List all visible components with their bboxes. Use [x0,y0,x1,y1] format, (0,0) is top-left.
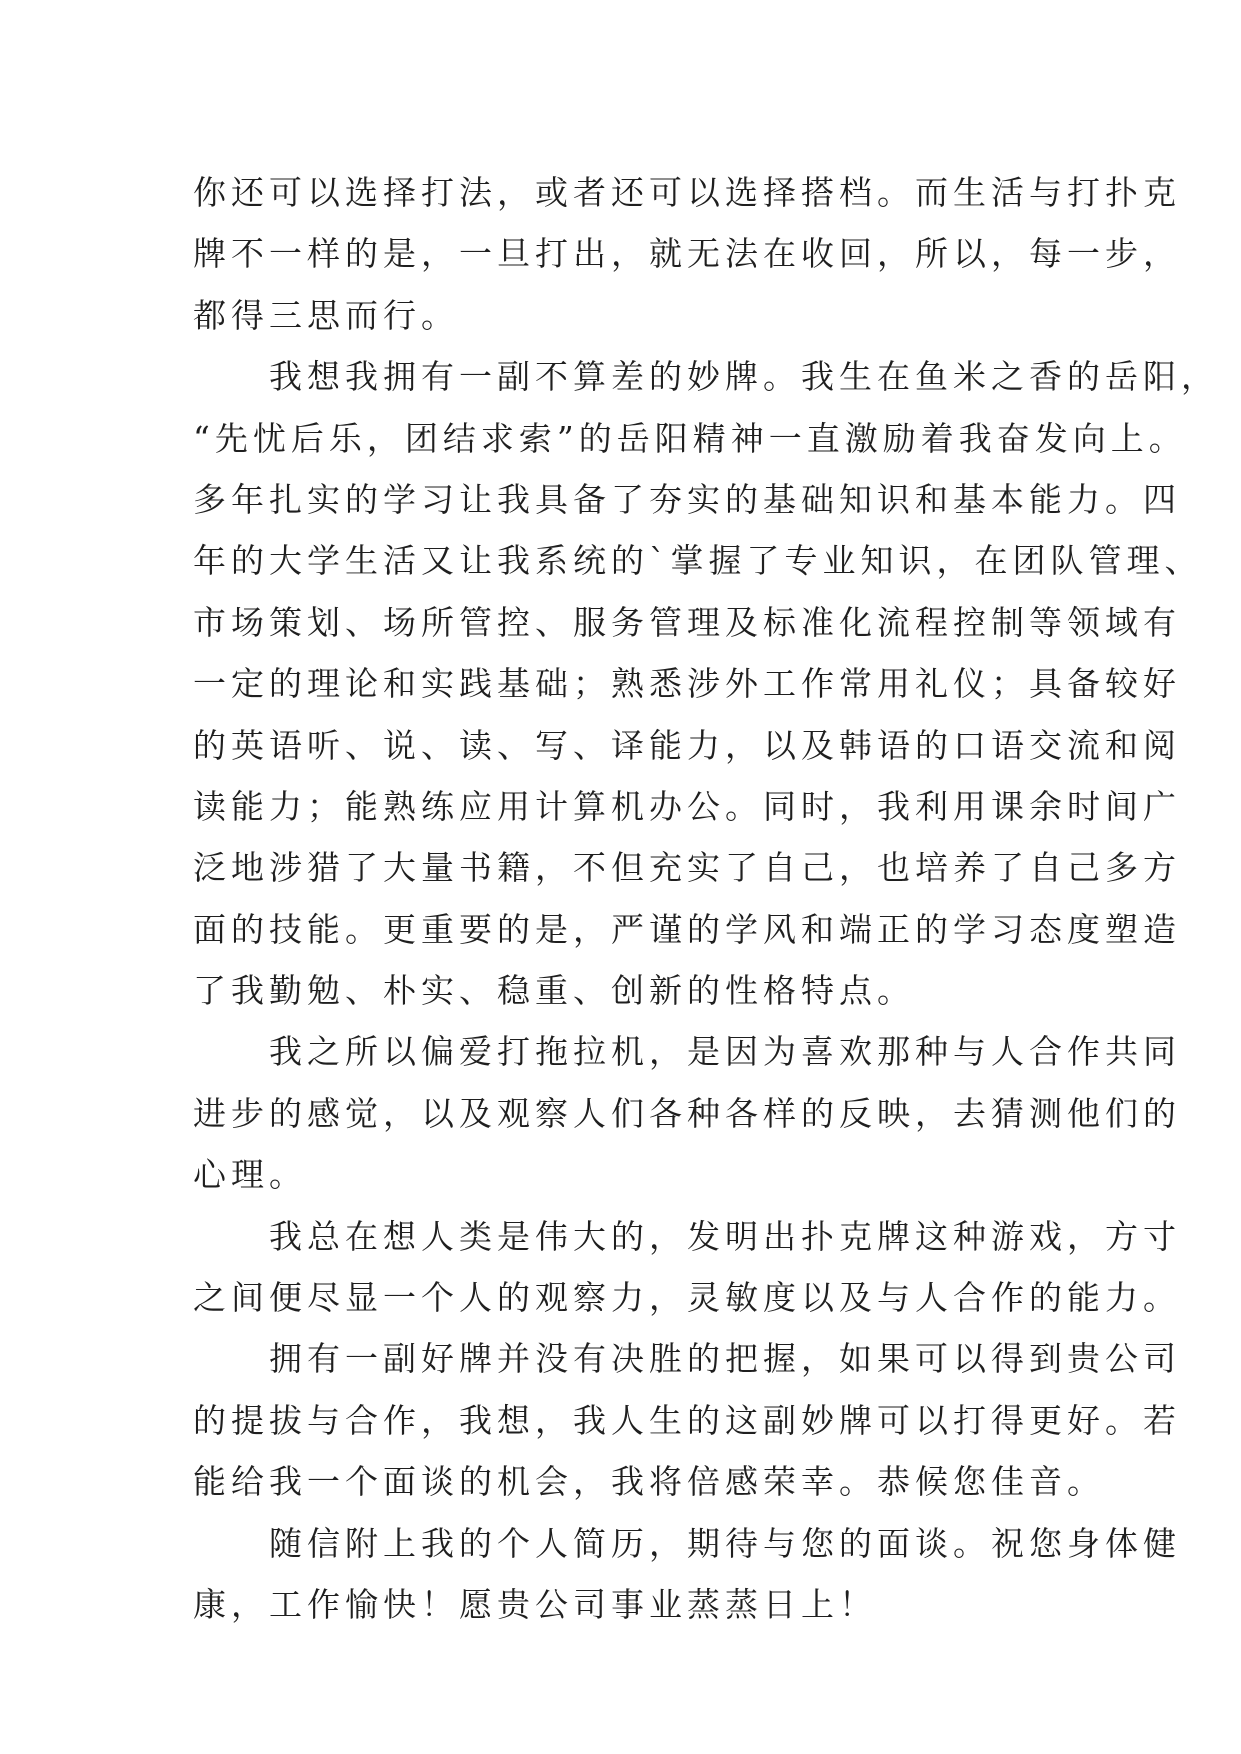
text-line: 我之所以偏爱打拖拉机，是因为喜欢那种与人合作共同 [193,1032,1181,1072]
text-line: “先忧后乐，团结求索”的岳阳精神一直激励着我奋发向上。 [193,418,1187,458]
text-line: 面的技能。更重要的是，严谨的学风和端正的学习态度塑造 [193,909,1181,949]
text-line: 读能力；能熟练应用计算机办公。同时，我利用课余时间广 [193,786,1181,826]
text-line: 康，工作愉快！愿贵公司事业蒸蒸日上！ [193,1584,877,1624]
text-line: 的提拔与合作，我想，我人生的这副妙牌可以打得更好。若 [193,1400,1181,1440]
text-line: 了我勤勉、朴实、稳重、创新的性格特点。 [193,971,915,1011]
text-line: 市场策划、场所管控、服务管理及标准化流程控制等领域有 [193,602,1181,642]
text-line: 能给我一个面谈的机会，我将倍感荣幸。恭候您佳音。 [193,1462,1105,1502]
text-line: 进步的感觉，以及观察人们各种各样的反映，去猜测他们的 [193,1093,1181,1133]
text-line: 之间便尽显一个人的观察力，灵敏度以及与人合作的能力。 [193,1278,1181,1318]
text-line: 拥有一副好牌并没有决胜的把握，如果可以得到贵公司 [193,1339,1181,1379]
text-line: 泛地涉猎了大量书籍，不但充实了自己，也培养了自己多方 [193,848,1181,888]
text-line: 的英语听、说、读、写、译能力，以及韩语的口语交流和阅 [193,725,1181,765]
text-line: 多年扎实的学习让我具备了夯实的基础知识和基本能力。四 [193,479,1181,519]
text-line: 你还可以选择打法，或者还可以选择搭档。而生活与打扑克 [193,173,1181,212]
text-line: 一定的理论和实践基础；熟悉涉外工作常用礼仪；具备较好 [193,664,1181,704]
text-line: 年的大学生活又让我系统的`掌握了专业知识，在团队管理、 [193,541,1203,581]
document-body [193,162,1219,1635]
text-line: 我想我拥有一副不算差的妙牌。我生在鱼米之香的岳阳， [193,357,1219,397]
text-line: 心理。 [193,1155,307,1195]
text-line: 我总在想人类是伟大的，发明出扑克牌这种游戏，方寸 [193,1216,1181,1256]
text-line: 牌不一样的是，一旦打出，就无法在收回，所以，每一步， [193,234,1181,274]
text-line: 都得三思而行。 [193,295,459,335]
text-line: 随信附上我的个人简历，期待与您的面谈。祝您身体健 [193,1523,1181,1563]
